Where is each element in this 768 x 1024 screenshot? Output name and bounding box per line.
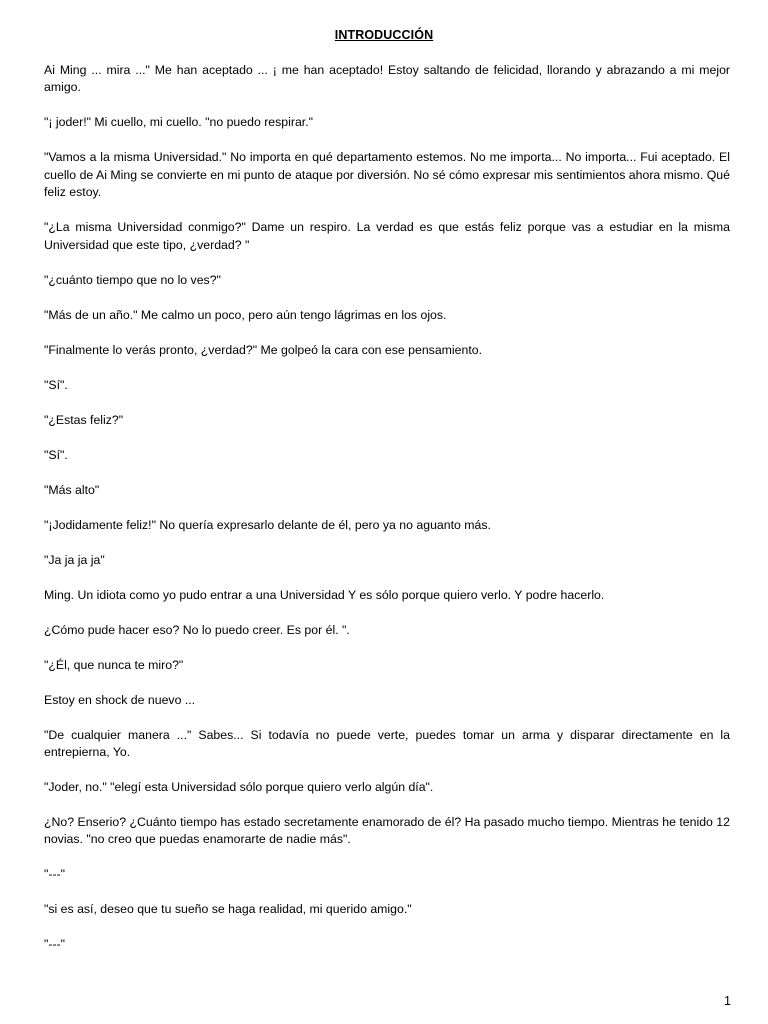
chapter-title: INTRODUCCIÓN xyxy=(334,28,434,42)
paragraph: Estoy en shock de nuevo ... xyxy=(44,692,196,707)
paragraph: "Más de un año." Me calmo un poco, pero aún tengo lágrimas en los ojos. xyxy=(44,307,447,322)
paragraph: "---" xyxy=(44,867,66,882)
paragraph: "---" xyxy=(44,937,66,952)
paragraph: "De cualquier manera ..." Sabes... Si todavía no puede verte, puedes tomar un arma y disparar directamente en la entrepierna, Yo. xyxy=(44,727,730,760)
paragraph: ¿Cómo pude hacer eso? No lo puedo creer. Es por él. ". xyxy=(44,622,350,637)
paragraph: "¿Estas feliz?" xyxy=(44,412,124,427)
paragraph: "¡ joder!" Mi cuello, mi cuello. "no puedo respirar." xyxy=(44,115,313,130)
document-body xyxy=(44,62,730,971)
paragraph: "¿cuánto tiempo que no lo ves?" xyxy=(44,272,221,287)
paragraph: "¿La misma Universidad conmigo?" Dame un respiro. La verdad es que estás feliz porque vas a estudiar en la misma Universidad que este tipo, ¿verdad? " xyxy=(44,220,730,252)
paragraph: "si es así, deseo que tu sueño se haga realidad, mi querido amigo." xyxy=(44,902,412,917)
paragraph: Ai Ming ... mira ..." Me han aceptado ... ¡ me han aceptado! Estoy saltando de felicidad, llorando y abrazando a mi mejor amigo. xyxy=(44,63,730,95)
paragraph: ¿No? Enserio? ¿Cuánto tiempo has estado secretamente enamorado de él? Ha pasado mucho tiempo. Mientras he tenido 12 novias. "no creo que puedas enamorarte de nadie más". xyxy=(44,815,730,847)
paragraph: "¿Él, que nunca te miro?" xyxy=(44,657,184,672)
paragraph: "¡Jodidamente feliz!" No quería expresarlo delante de él, pero ya no aguanto más. xyxy=(44,517,491,532)
paragraph: "Vamos a la misma Universidad." No importa en qué departamento estemos. No me importa... No importa... Fui aceptado. El cuello de Ai Ming se convierte en mi punto de ataque por diversión. No sé cómo expresar mis sentimientos ahora mismo. Qué feliz estoy. xyxy=(44,150,730,200)
paragraph: "Sí". xyxy=(44,377,68,392)
paragraph: Ming. Un idiota como yo pudo entrar a una Universidad Y es sólo porque quiero verlo. Y podre hacerlo. xyxy=(44,587,605,602)
page-number: 1 xyxy=(724,994,731,1008)
paragraph: "Sí". xyxy=(44,447,68,462)
paragraph: "Finalmente lo verás pronto, ¿verdad?" Me golpeó la cara con ese pensamiento. xyxy=(44,342,482,357)
paragraph: "Más alto" xyxy=(44,482,100,497)
paragraph: "Joder, no." "elegí esta Universidad sólo porque quiero verlo algún día". xyxy=(44,780,434,795)
paragraph: "Ja ja ja ja" xyxy=(44,552,105,567)
